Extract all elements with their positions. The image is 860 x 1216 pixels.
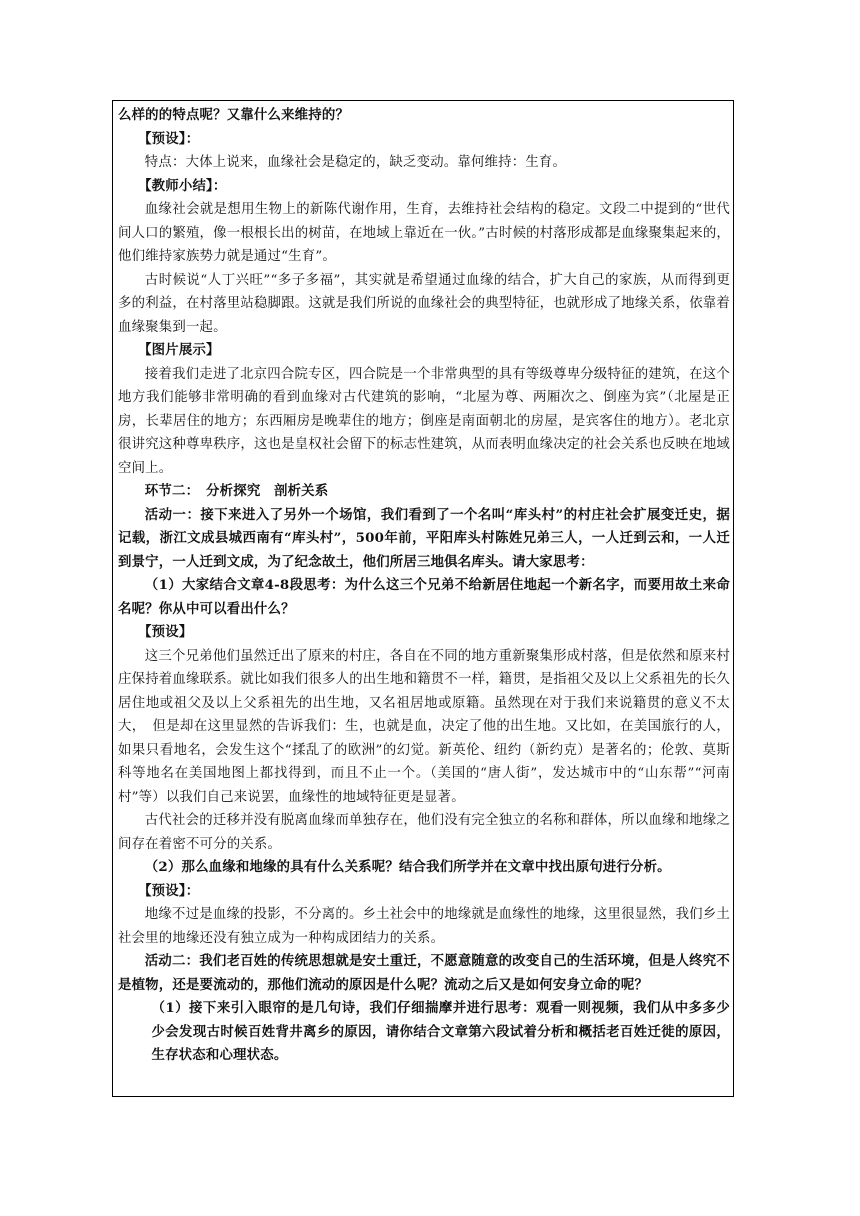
paragraph: 地缘不过是血缘的投影，不分离的。乡土社会中的地缘就是血缘性的地缘，这里很显然，我们乡土社会里的地缘还没有独立成为一种构成团结力的关系。 <box>118 907 730 946</box>
paragraph: 【教师小结】： <box>138 177 227 194</box>
paragraph: 古代社会的迁移并没有脱离血缘而单独存在，他们没有完全独立的名称和群体，所以血缘和地缘之间存在着密不可分的关系。 <box>118 813 730 852</box>
paragraph: 【图片展示】 <box>138 342 220 358</box>
paragraph: （2）那么血缘和地缘的具有什么关系呢？结合我们所学并在文章中找出原句进行分析。 <box>144 859 671 875</box>
paragraph: 接着我们走进了北京四合院专区，四合院是一个非常典型的具有等级尊卑分级特征的建筑，在这个地方我们能够非常明确的看到血缘对古代建筑的影响，“北屋为尊、两厢次之、倒座为宾”（北屋是正房，长辈居住的地方；东西厢房是晚辈住的地方；倒座是南面朝北的房屋，是宾客住的地方）。老北京很讲究这种尊卑秩序，这也是皇权社会留下的标志性建筑，从而表明血缘决定的社会关系也反映在地域空间上。 <box>118 366 730 476</box>
paragraph: （1）大家结合文章4-8段思考：为什么这三个兄弟不给新居住地起一个新名字，而要用故土来命名呢？你从中可以看出什么？ <box>118 577 730 617</box>
paragraph: 环节二： 分析探究 剖析关系 <box>144 483 329 499</box>
paragraph: 【预设】 <box>138 624 193 640</box>
paragraph: 【预设】： <box>138 882 200 899</box>
paragraph: 这三个兄弟他们虽然迁出了原来的村庄，各自在不同的地方重新聚集形成村落，但是依然和原来村庄保持着血缘联系。就比如我们很多人的出生地和籍贯不一样，籍贯，是指祖父及以上父系祖先的长久居住地或祖父及以上父系祖先的出生地，又名祖居地或原籍。虽然现在对于我们来说籍贯的意义不太大， 但是却在这里显然的告诉我们：生，也就是血，决定了他的出生地。又比如，在美国旅行的人，如果只看地名，会发生这个“揉乱了的欧洲”的幻觉。新英伦、纽约（新约克）是著名的；伦敦、莫斯科等地名在美国地图上都找得到，而且不止一个。（美国的“唐人街”，发达城市中的“山东帮”“河南村”等）以我们自己来说罢，血缘性的地域特征更是显著。 <box>118 648 730 805</box>
paragraph: 活动一：接下来进入了另外一个场馆，我们看到了一个名叫“库头村”的村庄社会扩展变迁史，据记载，浙江文成县城西南有“库头村”，500年前，平阳库头村陈姓兄弟三人，一人迁到云和，一人迁到景宁，一人迁到文成，为了纪念故土，他们所居三地俱名库头。请大家思考： <box>118 506 730 570</box>
paragraph: 血缘社会就是想用生物上的新陈代谢作用，生育，去维持社会结构的稳定。文段二中提到的“世代间人口的繁殖，像一根根长出的树苗，在地域上靠近在一伙。”古时候的村落形成都是血缘聚集起来的，他们维持家族势力就是通过“生育”。 <box>118 202 730 264</box>
paragraph: 古时候说“人丁兴旺”“多子多福”，其实就是希望通过血缘的结合，扩大自己的家族，从而得到更多的利益，在村落里站稳脚跟。这就是我们所说的血缘社会的典型特征，也就形成了地缘关系，依靠着血缘聚集到一起。 <box>118 272 730 335</box>
paragraph: 【预设】： <box>138 130 200 147</box>
paragraph: 特点：大体上说来，血缘社会是稳定的，缺乏变动。靠何维持：生育。 <box>144 155 567 170</box>
paragraph: 么样的的特点呢？又靠什么来维持的？ <box>118 107 350 123</box>
document-body <box>118 104 730 1068</box>
paragraph: 活动二：我们老百姓的传统思想就是安土重迁，不愿意随意的改变自己的生活环境，但是人终究不是植物，还是要流动的，那他们流动的原因是什么呢？流动之后又是如何安身立命的呢？ <box>118 953 730 993</box>
paragraph: （1）接下来引入眼帘的是几句诗，我们仔细揣摩并进行思考：观看一则视频，我们从中多多少少会发现古时候百姓背井离乡的原因，请你结合文章第六段试着分析和概括老百姓迁徙的原因，生存状态和心理状态。 <box>151 1000 730 1063</box>
